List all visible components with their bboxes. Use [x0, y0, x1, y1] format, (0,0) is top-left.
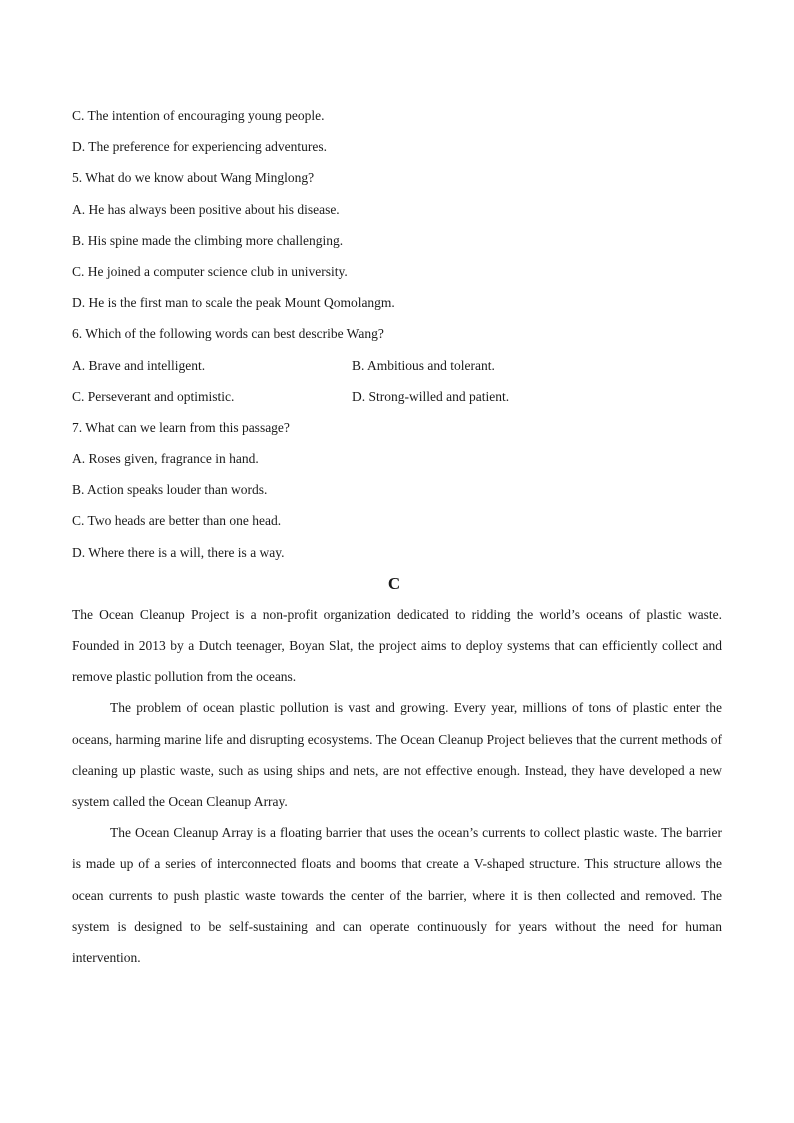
q5-option-a: A. He has always been positive about his disease. — [72, 201, 340, 217]
q6-option-a: A. Brave and intelligent. — [72, 357, 206, 373]
q6-options-row-2 — [72, 381, 722, 412]
q5-option-c: C. He joined a computer science club in university. — [72, 263, 348, 279]
q6-options-row-1 — [72, 350, 722, 381]
q7-option-b: B. Action speaks louder than words. — [72, 482, 268, 498]
q6-option-b: B. Ambitious and tolerant. — [352, 357, 495, 373]
q7-option-d: D. Where there is a will, there is a way. — [72, 544, 285, 560]
q7-option-a: A. Roses given, fragrance in hand. — [72, 451, 259, 467]
section-c-paragraph-2: The problem of ocean plastic pollution is vast and growing. Every year, millions of tons of plastic enter the oceans, harming marine life and disrupting ecosystems. The Ocean Cleanup Project believes that the current methods of cleaning up plastic waste, such as using ships and nets, are not effective enough. Instead, they have developed a new system called the Ocean Cleanup Array. — [72, 700, 722, 810]
section-c-title: C — [387, 573, 401, 593]
q5-stem: 5. What do we know about Wang Minglong? — [72, 170, 315, 186]
section-c-paragraph-3: The Ocean Cleanup Array is a floating barrier that uses the ocean’s currents to collect plastic waste. The barrier is made up of a series of interconnected floats and booms that create a V-shaped structure. This structure allows the ocean currents to push plastic waste towards the center of the barrier, where it is then collected and removed. The system is designed to be self-sustaining and can operate continuously for years without the need for human intervention. — [72, 825, 722, 966]
q5-option-b: B. His spine made the climbing more challenging. — [72, 232, 344, 248]
q4-option-c: C. The intention of encouraging young people. — [72, 108, 325, 123]
q4-option-d: D. The preference for experiencing adventures. — [72, 139, 327, 155]
exam-page — [72, 100, 722, 973]
q5-option-d: D. He is the first man to scale the peak Mount Qomolangm. — [72, 295, 395, 311]
q6-option-d: D. Strong-willed and patient. — [352, 388, 510, 404]
q7-option-c: C. Two heads are better than one head. — [72, 513, 282, 529]
q7-stem: 7. What can we learn from this passage? — [72, 419, 290, 435]
q6-stem: 6. Which of the following words can best describe Wang? — [72, 326, 384, 342]
q6-option-c: C. Perseverant and optimistic. — [72, 388, 235, 404]
section-c-paragraph-1: The Ocean Cleanup Project is a non-profit organization dedicated to ridding the world’s oceans of plastic waste. Founded in 2013 by a Dutch teenager, Boyan Slat, the project aims to deploy systems that can efficiently collect and remove plastic pollution from the oceans. — [72, 606, 722, 685]
